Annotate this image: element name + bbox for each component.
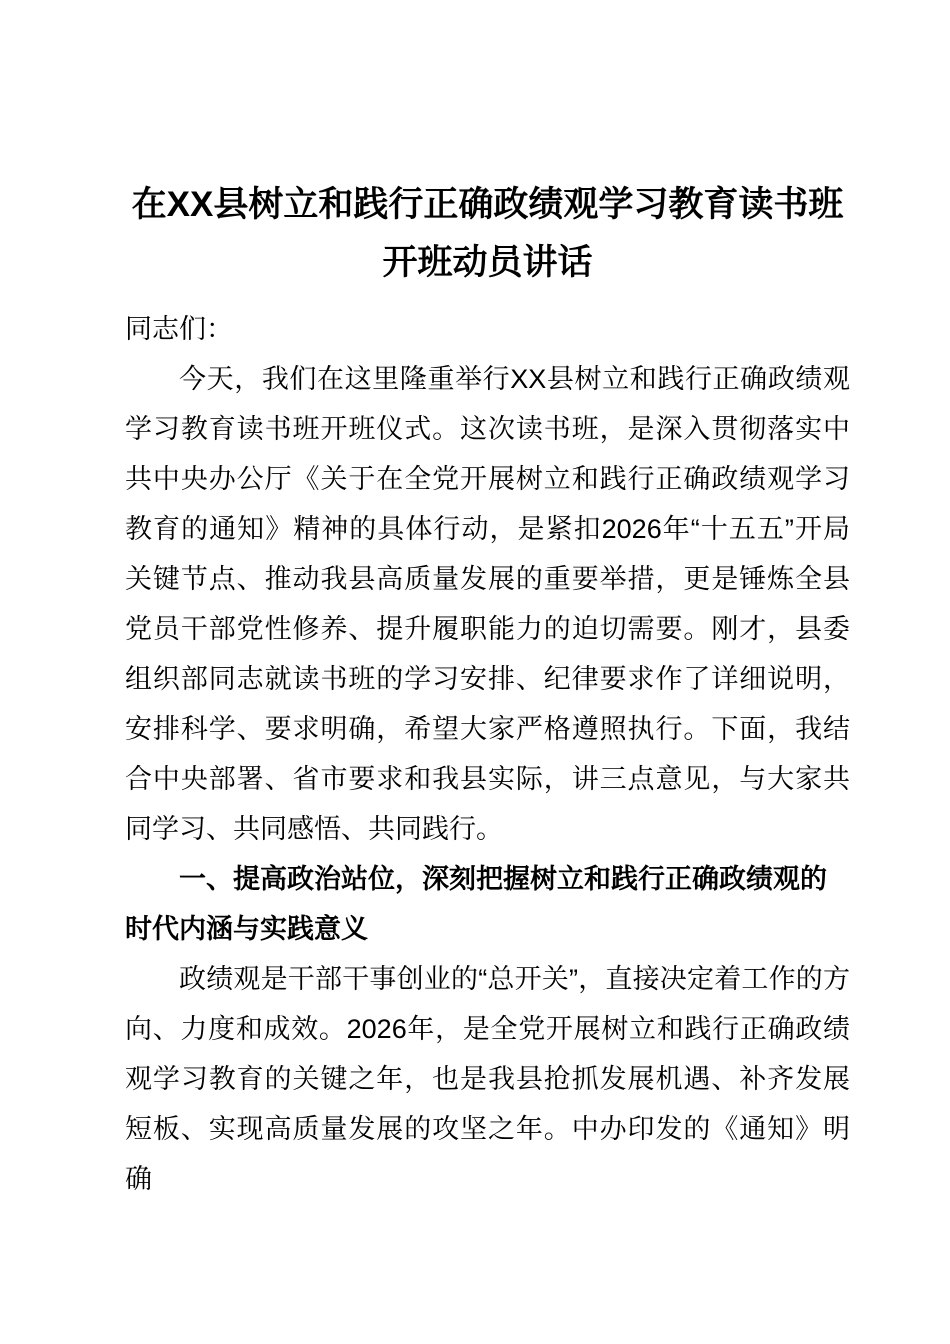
section-heading-1: 一、提高政治站位，深刻把握树立和践行正确政绩观的时代内涵与实践意义 [125, 864, 827, 944]
document-title: 在XX县树立和践行正确政绩观学习教育读书班开班动员讲话 [131, 185, 844, 282]
salutation-line: 同志们： [125, 314, 233, 344]
paragraph-section-1-body: 政绩观是干部干事创业的“总开关”，直接决定着工作的方向、力度和成效。2026年，是全党开展树立和践行正确政绩观学习教育的关键之年，也是我县抢抓发展机遇、补齐发展短板、实现高质量发展的攻坚之年。中办印发的《通知》明确 [125, 964, 850, 1194]
paragraph-intro: 今天，我们在这里隆重举行XX县树立和践行正确政绩观学习教育读书班开班仪式。这次读书班，是深入贯彻落实中共中央办公厅《关于在全党开展树立和践行正确政绩观学习教育的通知》精神的具体行动，是紧扣2026年“十五五”开局关键节点、推动我县高质量发展的重要举措，更是锤炼全县党员干部党性修养、提升履职能力的迫切需要。刚才，县委组织部同志就读书班的学习安排、纪律要求作了详细说明，安排科学、要求明确，希望大家严格遵照执行。下面，我结合中央部署、省市要求和我县实际，讲三点意见，与大家共同学习、共同感悟、共同践行。 [125, 364, 850, 844]
